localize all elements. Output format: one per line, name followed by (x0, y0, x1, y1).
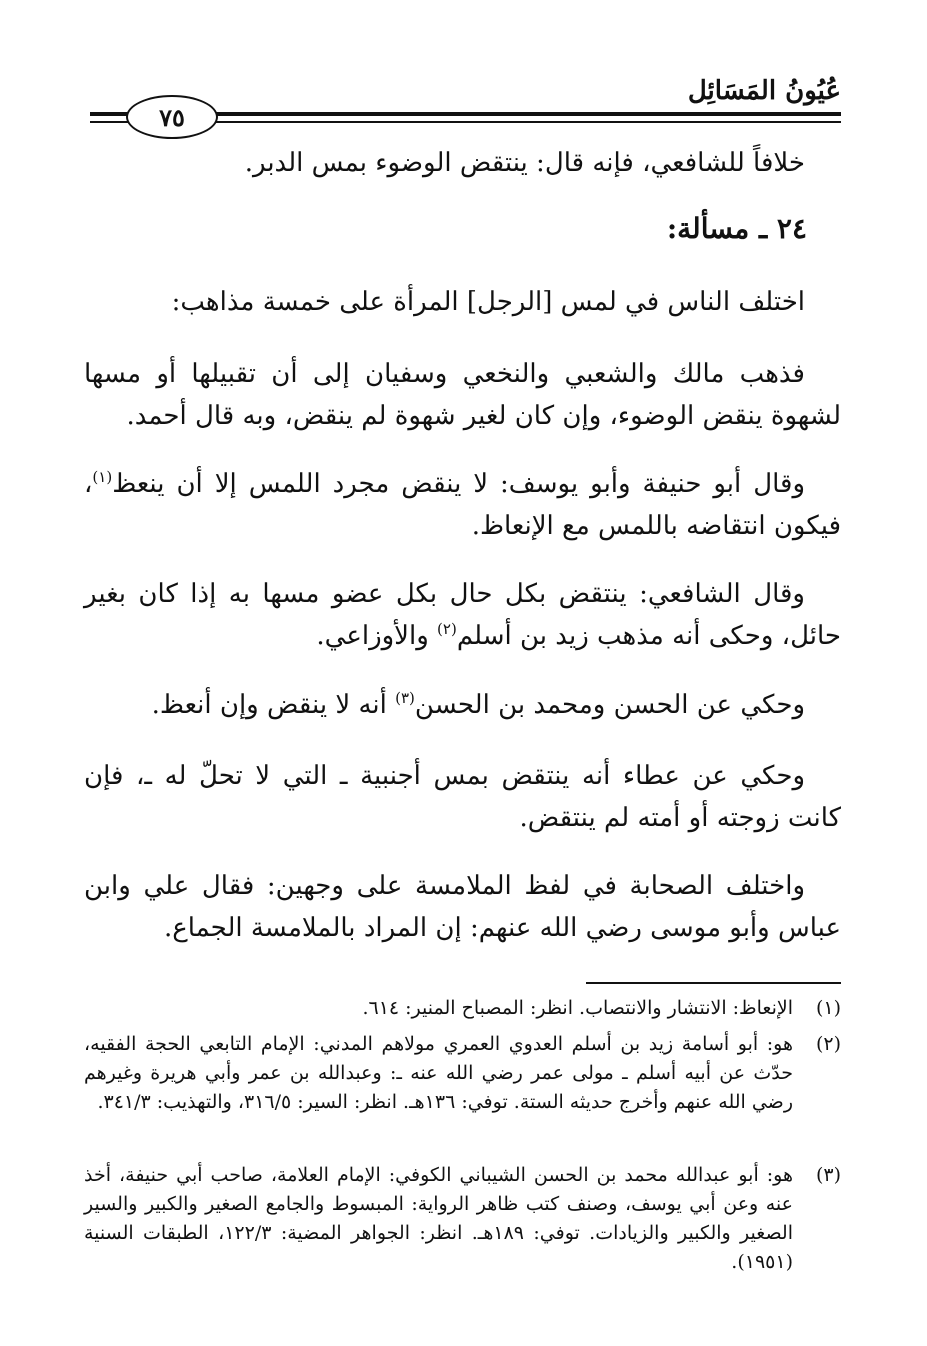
paragraph-6-text-b: أنه لا ينقض وإن أنعظ. (151, 690, 396, 720)
footnote-ref-1[interactable]: (١) (92, 468, 113, 486)
paragraph-2-text: اختلف الناس في لمس [الرجل] المرأة على خمسة مذاهب: (171, 287, 805, 317)
paragraph-3 (84, 353, 841, 437)
page-number-text: ٧٥ (159, 102, 185, 132)
footnote-3-marker: (٣) (815, 1164, 841, 1186)
footnote-ref-3[interactable]: (٣) (395, 689, 415, 707)
paragraph-4-text-a: وقال أبو حنيفة وأبو يوسف: لا ينقض مجرد اللمس إلا أن ينعظ (112, 469, 805, 499)
running-header-title: عُيُونُ المَسَائِل (687, 76, 841, 106)
footnote-2 (84, 1030, 841, 1117)
page-number (126, 95, 218, 139)
paragraph-3-text: فذهب مالك والشعبي والنخعي وسفيان إلى أن تقبيلها أو مسها لشهوة ينقض الوضوء، وإن كان لغير شهوة لم ينقض، وبه قال أحمد. (84, 359, 841, 431)
paragraph-4-text-b: ، فيكون انتقاضه باللمس مع الإنعاظ. (84, 469, 841, 541)
paragraph-1-text: خلافاً للشافعي، فإنه قال: ينتقض الوضوء بمس الدبر. (244, 148, 805, 178)
paragraph-5-text-a: وقال الشافعي: ينتقض بكل حال بكل عضو مسها به إذا كان بغير حائل، وحكى أنه مذهب زيد بن أسلم (84, 579, 841, 651)
paragraph-2 (84, 281, 841, 323)
paragraph-7 (84, 755, 841, 839)
footnote-3 (84, 1161, 841, 1277)
paragraph-5-text-b: والأوزاعي. (316, 621, 438, 651)
paragraph-6 (84, 684, 841, 726)
footnote-separator (586, 982, 841, 984)
issue-heading: ٢٤ ـ مسألة: (666, 212, 807, 245)
paragraph-4 (84, 463, 841, 547)
footnote-ref-2[interactable]: (٢) (437, 620, 457, 638)
paragraph-1 (84, 142, 841, 184)
paragraph-5 (84, 573, 841, 657)
paragraph-7-text: وحكي عن عطاء أنه ينتقض بمس أجنبية ـ التي لا تحلّ له ـ، فإن كانت زوجته أو أمته لم ينتقض. (84, 761, 841, 833)
footnote-2-marker: (٢) (815, 1033, 841, 1055)
footnote-2-text: هو: أبو أسامة زيد بن أسلم العدوي العمري مولاهم المدني: الإمام التابعي الحجة الفقيه، حدّث عن أبيه أسلم ـ مولى عمر رضي الله عنه ـ: وعبدالله بن عمر وأبي هريرة وغيرهم رضي الله عنهم وأخرج حديثه الستة. توفي: ١٣٦هـ. انظر: السير: ٣١٦/٥، والتهذيب: ٣٤١/٣. (84, 1033, 793, 1113)
paragraph-8 (84, 865, 841, 949)
footnote-3-text: هو: أبو عبدالله محمد بن الحسن الشيباني الكوفي: الإمام العلامة، صاحب أبي حنيفة، أخذ عنه وعن أبي يوسف، وصنف كتب ظاهر الرواية: المبسوط والجامع الصغير والكبير والسير الصغير والكبير والزيادات. توفي: ١٨٩هـ. انظر: الجواهر المضية: ١٢٢/٣، الطبقات السنية (١٩٥١). (84, 1164, 793, 1273)
footnote-1-text: الإنعاظ: الانتشار والانتصاب. انظر: المصباح المنير: ٦١٤. (362, 997, 793, 1019)
footnote-1 (84, 994, 841, 1023)
paragraph-6-text-a: وحكي عن الحسن ومحمد بن الحسن (414, 690, 805, 720)
footnote-1-marker: (١) (815, 997, 841, 1019)
paragraph-8-text: واختلف الصحابة في لفظ الملامسة على وجهين: فقال علي وابن عباس وأبو موسى رضي الله عنهم: إن المراد بالملامسة الجماع. (84, 871, 841, 943)
